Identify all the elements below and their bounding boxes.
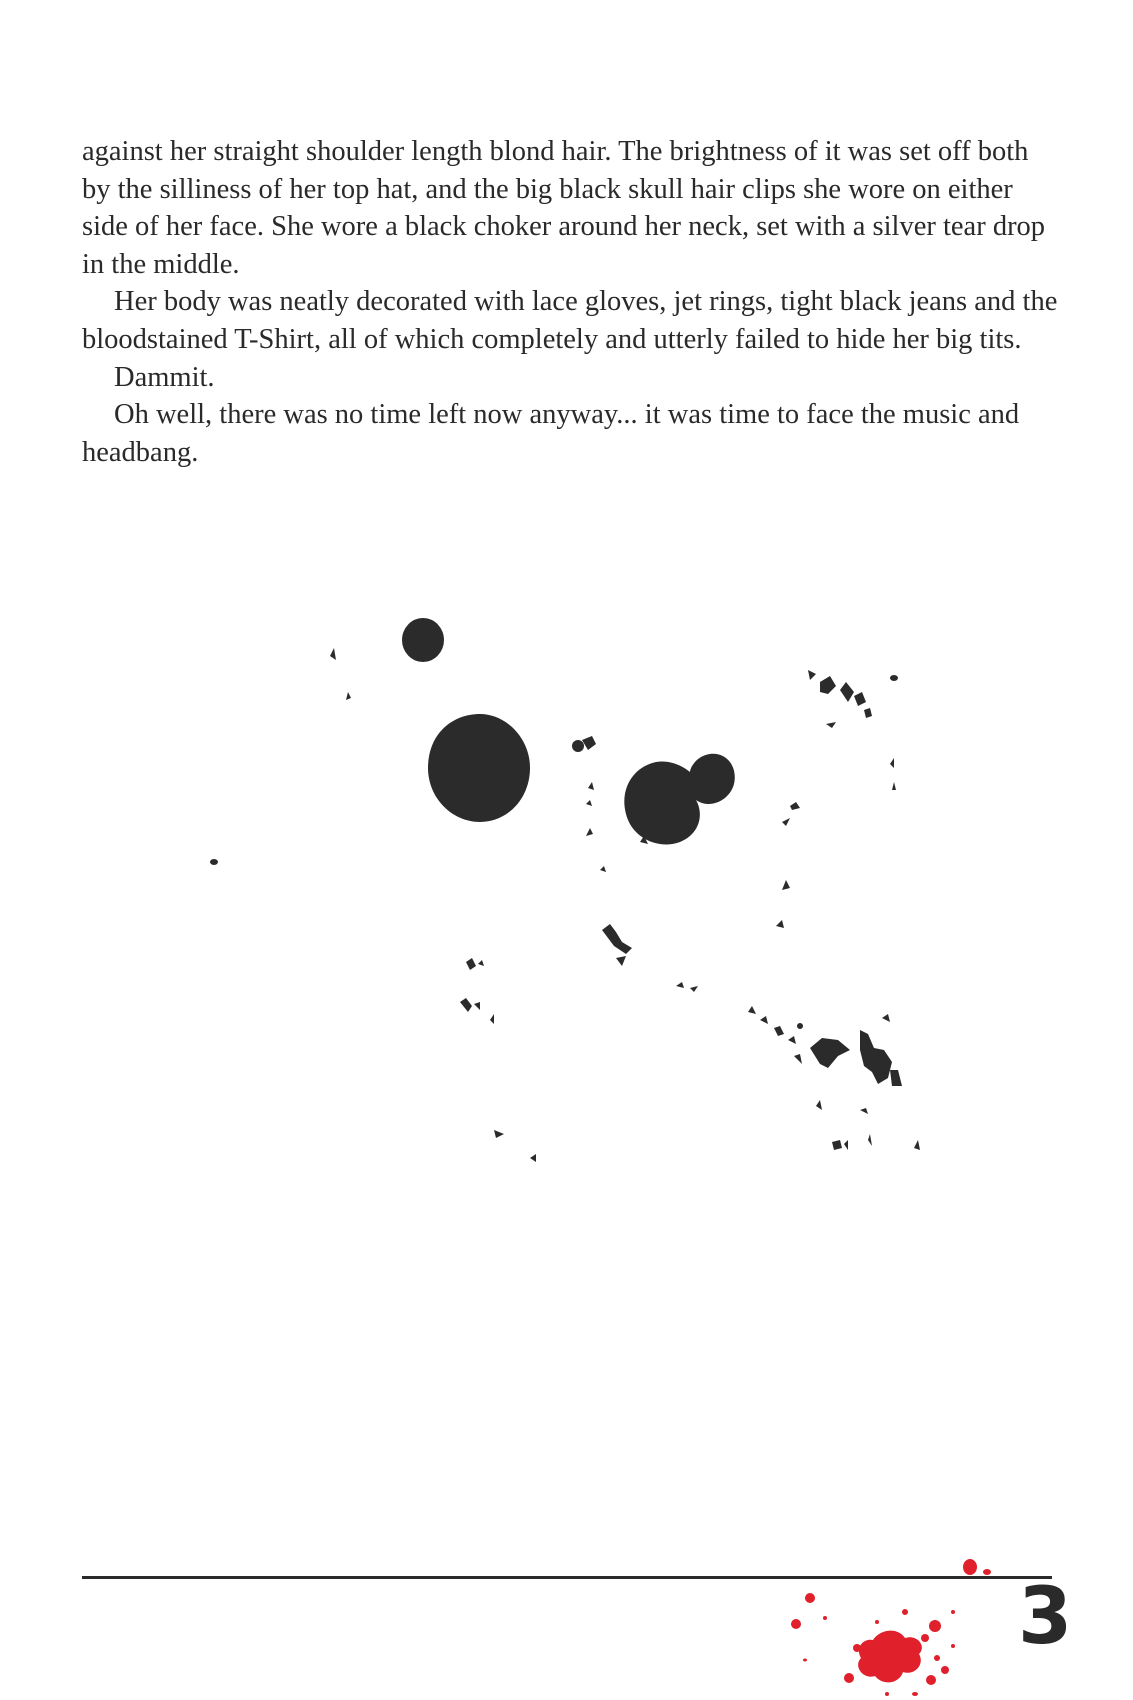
paragraph-3: Dammit. <box>114 361 215 393</box>
ink-fleck <box>776 920 784 928</box>
ink-drop <box>572 740 584 752</box>
blood-drop <box>912 1692 918 1696</box>
blood-drop <box>791 1619 801 1629</box>
blood-drop <box>875 1620 879 1624</box>
blood-drop <box>963 1559 977 1575</box>
ink-fleck <box>864 708 872 718</box>
paragraph-1: against her straight shoulder length blond hair. The brightness of it was set off both by the silliness of her top hat, and the big black skull hair clips she wore on either side of her face. She wore a black choker around her neck, set with a silver tear drop in the middle. <box>82 136 1046 280</box>
ink-fleck <box>890 758 894 768</box>
ink-fleck <box>586 828 593 836</box>
blood-drop <box>926 1675 936 1685</box>
ink-fleck <box>478 960 484 966</box>
body-text <box>82 133 1062 471</box>
blood-drop <box>934 1655 940 1661</box>
ink-fleck <box>914 1140 920 1150</box>
ink-fleck <box>840 682 854 702</box>
blood-drop <box>951 1610 955 1614</box>
ink-fleck <box>854 692 866 706</box>
blood-drop <box>853 1644 861 1652</box>
ink-fleck <box>460 998 472 1012</box>
paragraph-4: Oh well, there was no time left now anyway... it was time to face the music and headbang. <box>82 399 1020 468</box>
ink-drop <box>210 859 218 865</box>
ink-fleck <box>774 1026 784 1036</box>
ink-fleck <box>820 676 836 694</box>
blood-drop <box>941 1666 949 1674</box>
ink-fleck <box>474 1002 480 1010</box>
ink-fleck <box>616 956 626 966</box>
ink-fleck <box>490 1014 494 1024</box>
ink-fleck <box>844 1140 848 1150</box>
ink-drop <box>797 1023 803 1029</box>
ink-drop <box>433 753 439 759</box>
ink-fleck <box>690 986 698 992</box>
ink-fleck <box>530 1154 536 1162</box>
ink-fleck <box>782 818 790 826</box>
ink-fleck <box>676 982 684 988</box>
ink-fleck <box>346 692 351 700</box>
ink-fleck <box>760 1016 768 1024</box>
ink-blob <box>810 1038 850 1068</box>
ink-fleck <box>748 1006 756 1014</box>
ink-blob <box>428 714 530 822</box>
blood-drop <box>823 1616 827 1620</box>
ink-fleck <box>826 722 836 728</box>
ink-fleck <box>582 736 596 750</box>
ink-fleck <box>602 924 632 954</box>
ink-drop <box>890 675 898 681</box>
ink-fleck <box>466 958 476 970</box>
blood-drop <box>921 1634 929 1642</box>
ink-fleck <box>788 1036 796 1044</box>
blood-splatter-decoration <box>745 1530 1025 1700</box>
ink-fleck <box>816 1100 822 1110</box>
ink-fleck <box>586 800 592 806</box>
blood-drop <box>844 1673 854 1683</box>
ink-blob <box>860 1030 892 1084</box>
blood-drop <box>805 1593 815 1603</box>
ink-fleck <box>782 880 790 890</box>
ink-fleck <box>890 1070 902 1086</box>
blood-drop <box>929 1620 941 1632</box>
ink-fleck <box>892 782 896 790</box>
ink-fleck <box>600 866 606 872</box>
paragraph-2: Her body was neatly decorated with lace gloves, jet rings, tight black jeans and the bloodstained T-Shirt, all of which completely and utterly failed to hide her big tits. <box>82 286 1058 355</box>
blood-blob <box>858 1631 922 1683</box>
blood-drop <box>951 1644 955 1648</box>
ink-fleck <box>794 1054 802 1064</box>
blood-drop <box>902 1609 908 1615</box>
ink-fleck <box>494 1130 504 1138</box>
ink-fleck <box>882 1014 890 1022</box>
ink-fleck <box>588 782 594 790</box>
ink-fleck <box>832 1140 842 1150</box>
blood-drop <box>803 1659 807 1662</box>
ink-fleck <box>790 802 800 810</box>
ink-fleck <box>860 1108 868 1114</box>
blood-drop <box>983 1569 991 1575</box>
page-number: 3 <box>1018 1572 1073 1662</box>
ink-fleck <box>330 648 336 660</box>
ink-splatter-illustration <box>190 600 950 1180</box>
ink-blob <box>624 754 734 845</box>
ink-blob <box>402 618 444 662</box>
ink-fleck <box>868 1134 872 1146</box>
ink-fleck <box>808 670 816 680</box>
blood-drop <box>885 1692 889 1696</box>
